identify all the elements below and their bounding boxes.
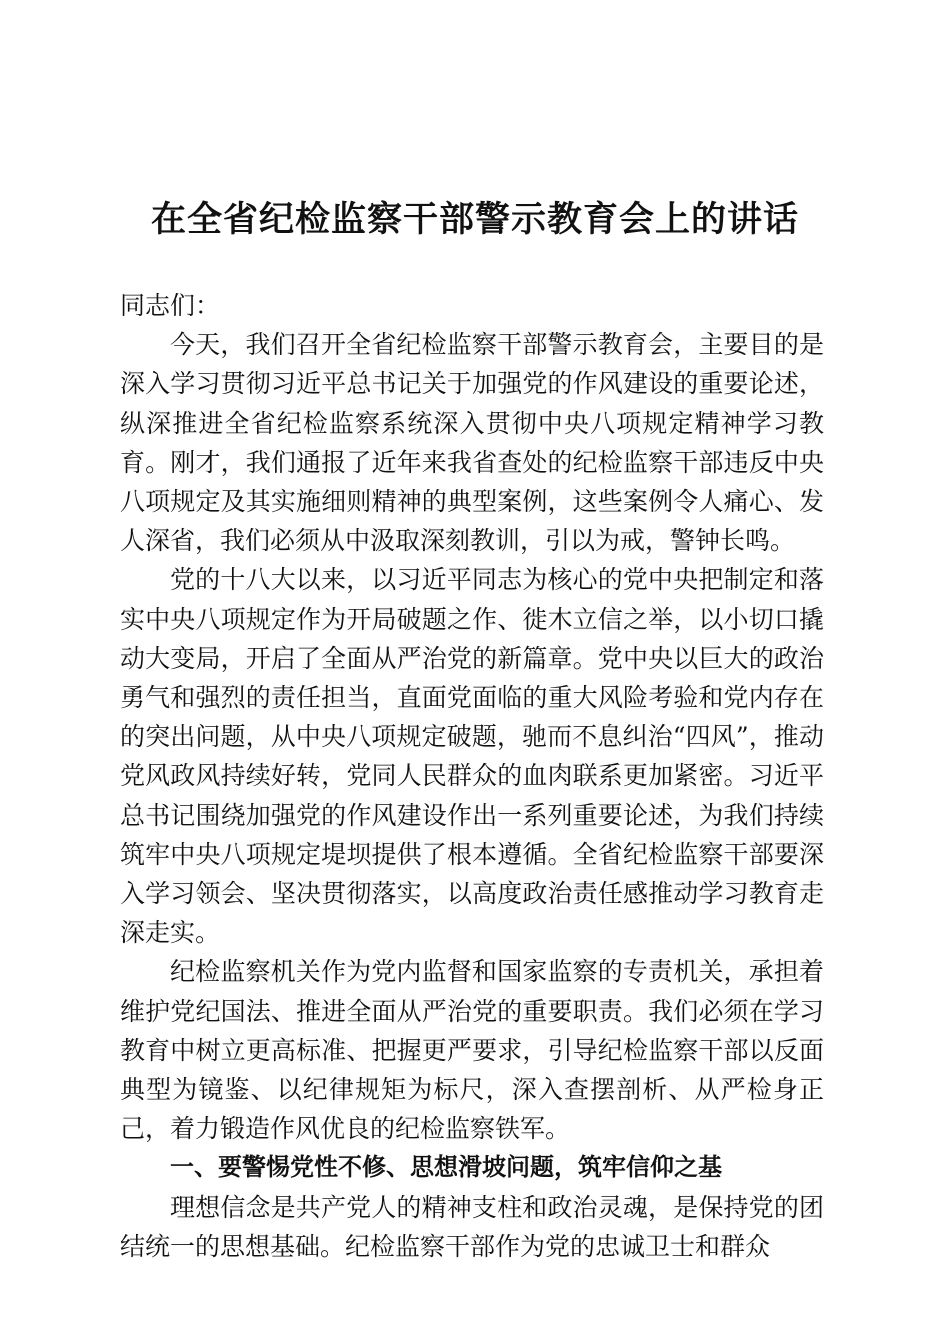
paragraph-background: 党的十八大以来，以习近平同志为核心的党中央把制定和落实中央八项规定作为开局破题之作、徙木立信之举，以小切口撬动大变局，开启了全面从严治党的新篇章。党中央以巨大的政治勇气和强烈的责任担当，直面党面临的重大风险考验和党内存在的突出问题，从中央八项规定破题，驰而不息纠治“四风”，推动党风政风持续好转，党同人民群众的血肉联系更加紧密。习近平总书记围绕加强党的作风建设作出一系列重要论述，为我们持续筑牢中央八项规定堤坝提供了根本遵循。全省纪检监察干部要深入学习领会、坚决贯彻落实，以高度政治责任感推动学习教育走深走实。: [120, 565, 824, 948]
document-title: 在全省纪检监察干部警示教育会上的讲话: [150, 199, 799, 240]
paragraph-intro: 今天，我们召开全省纪检监察干部警示教育会，主要目的是深入学习贯彻习近平总书记关于加强党的作风建设的重要论述，纵深推进全省纪检监察系统深入贯彻中央八项规定精神学习教育。刚才，我们通报了近年来我省查处的纪检监察干部违反中央八项规定及其实施细则精神的典型案例，这些案例令人痛心、发人深省，我们必须从中汲取深刻教训，引以为戒，警钟长鸣。: [120, 330, 824, 556]
paragraph-responsibility: 纪检监察机关作为党内监督和国家监察的专责机关，承担着维护党纪国法、推进全面从严治党的重要职责。我们必须在学习教育中树立更高标准、把握更严要求，引导纪检监察干部以反面典型为镜鉴、以纪律规矩为标尺，深入查摆剖析、从严检身正己，着力锻造作风优良的纪检监察铁军。: [120, 957, 824, 1144]
salutation: 同志们：: [120, 291, 221, 320]
document-body: [120, 286, 824, 1266]
section-heading: 一、要警惕党性不修、思想滑坡问题，筑牢信仰之基: [170, 1153, 722, 1182]
paragraph-section-one: 理想信念是共产党人的精神支柱和政治灵魂，是保持党的团结统一的思想基础。纪检监察干部作为党的忠诚卫士和群众: [120, 1192, 824, 1261]
